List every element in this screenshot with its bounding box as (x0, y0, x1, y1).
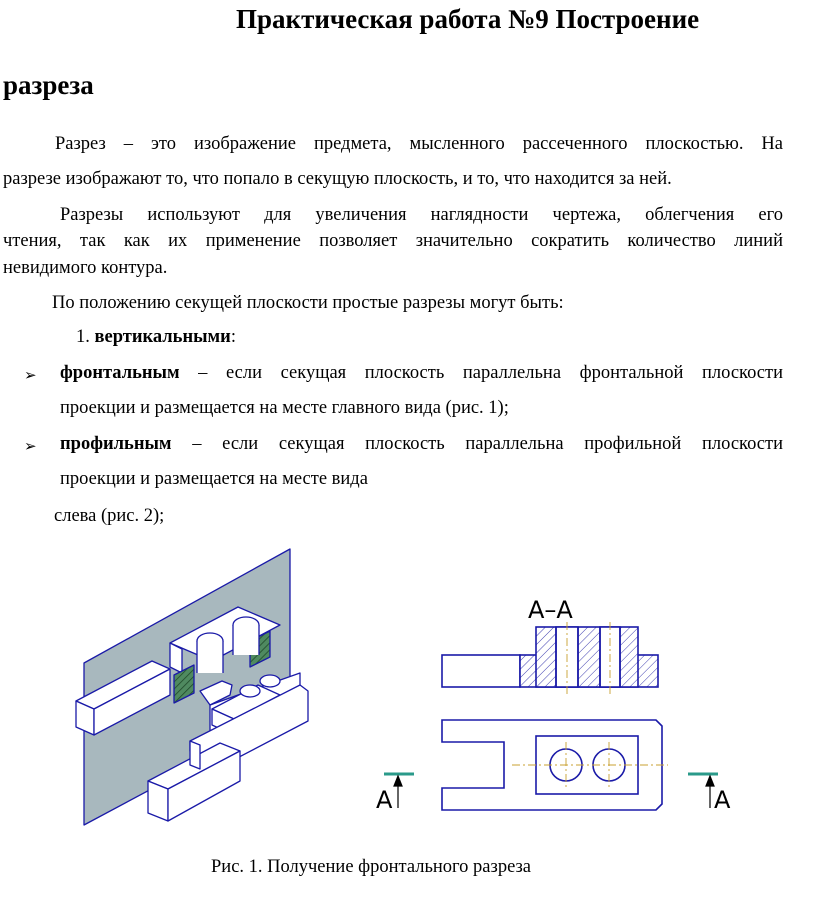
paragraph-2-line-2: чтения, так как их применение позволяет значительно сократить количество линий (3, 231, 783, 251)
list-number: 1. (76, 327, 90, 347)
orthographic-section-drawing (370, 590, 750, 820)
paragraph-1-line-2: разрезе изображают то, что попало в секущую плоскость, и то, что находится за ней. (3, 169, 672, 189)
bullet-2-text: – если секущая плоскость параллельна профильной плоскости (171, 434, 783, 454)
bullet-arrow-icon: ➢ (24, 366, 37, 384)
bullet-2-term: профильным (60, 434, 172, 454)
bullet-2-line-3: слева (рис. 2); (54, 506, 165, 526)
page-title-line1: Практическая работа №9 Построение (236, 4, 700, 34)
isometric-section-figure (70, 545, 310, 830)
cut-label-right: А (714, 786, 731, 814)
bullet-1-line-1 (60, 363, 783, 384)
paragraph-1-line-1: Разрез – это изображение предмета, мысленного рассеченного плоскостью. На (55, 134, 783, 154)
bullet-arrow-icon: ➢ (24, 437, 37, 455)
paragraph-2-line-1: Разрезы используют для увеличения наглядности чертежа, облегчения его (60, 205, 783, 225)
paragraph-2-line-3: невидимого контура. (3, 258, 168, 278)
list-item-1 (76, 327, 236, 348)
bullet-1-text: – если секущая плоскость параллельна фронтальной плоскости (179, 363, 783, 383)
list-term: вертикальными (94, 327, 231, 347)
bullet-1-term: фронтальным (60, 363, 180, 383)
list-colon: : (230, 327, 236, 347)
bullet-1-line-2: проекции и размещается на месте главного вида (рис. 1); (60, 398, 509, 418)
figure-caption: Рис. 1. Получение фронтального разреза (211, 857, 532, 877)
section-label: А–А (528, 596, 573, 624)
page-title-line2: разреза (3, 70, 94, 100)
bullet-2-line-2: проекции и размещается на месте вида (60, 469, 368, 489)
cut-label-left: А (376, 786, 393, 814)
bullet-2-line-1 (60, 434, 783, 455)
paragraph-3: По положению секущей плоскости простые разрезы могут быть: (52, 293, 564, 313)
